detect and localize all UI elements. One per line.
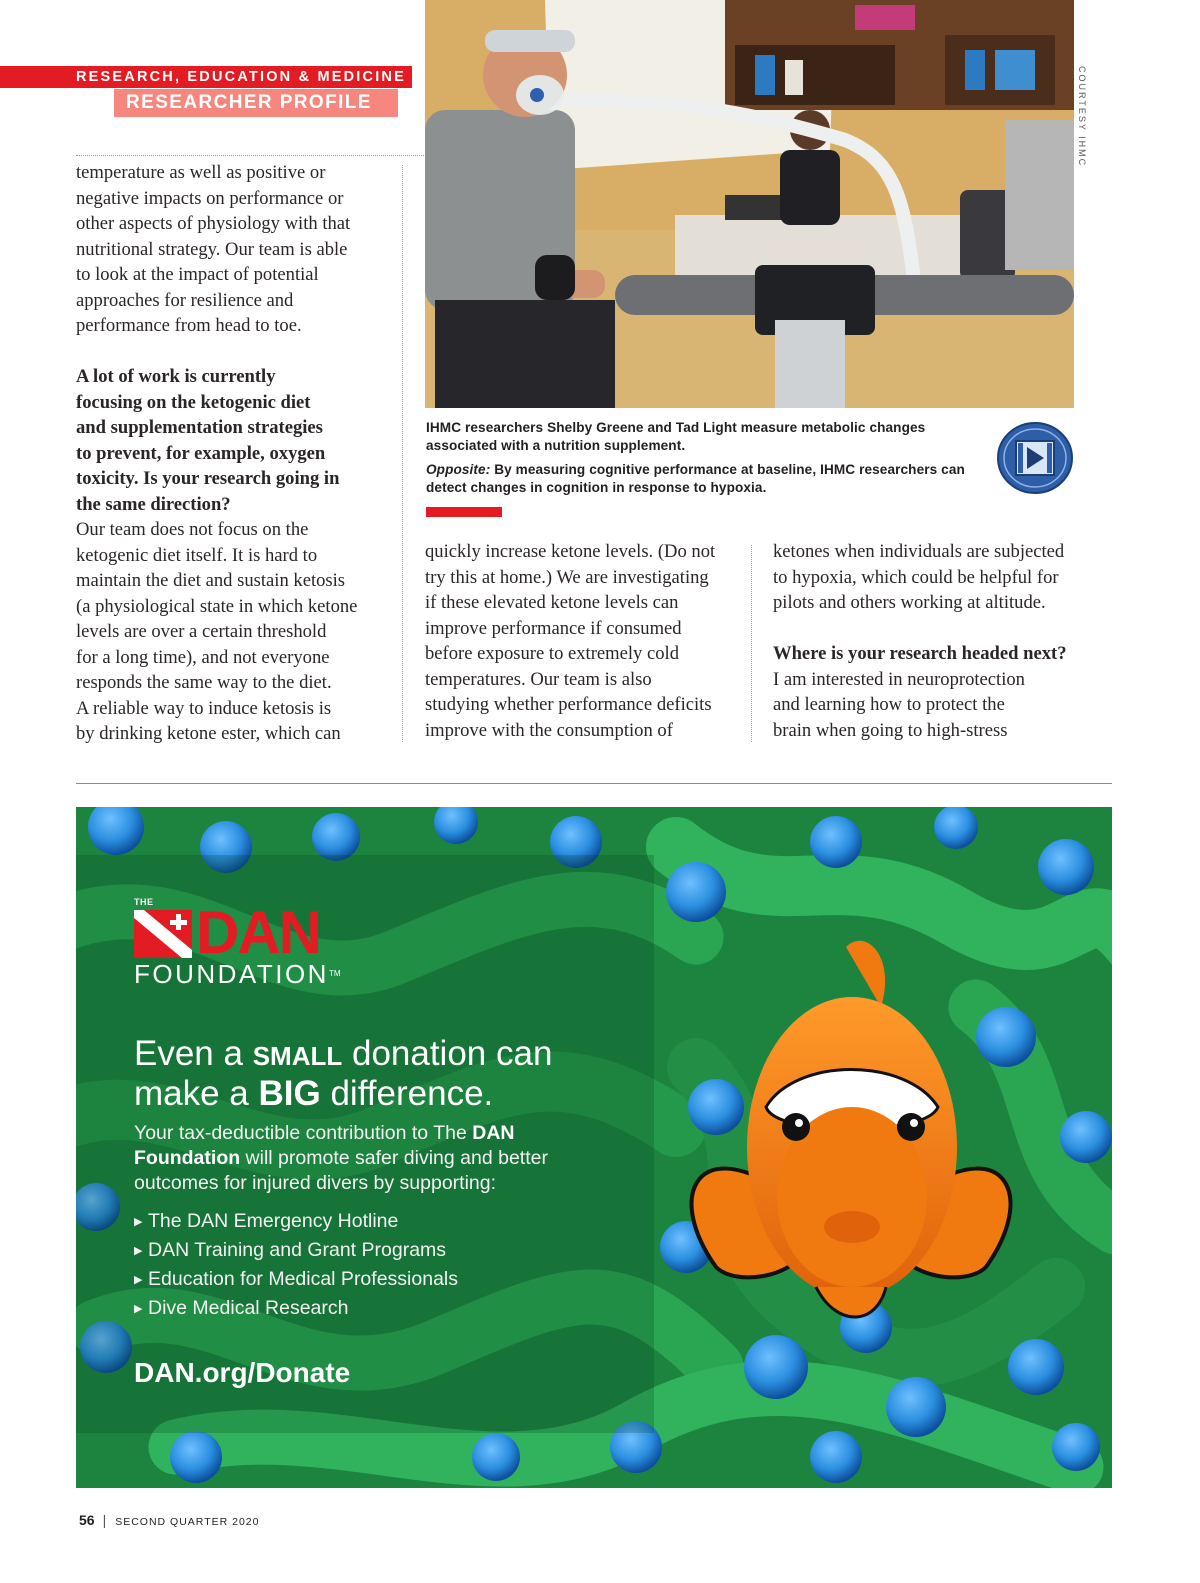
ad-headline [134,1035,552,1113]
text-line: maintain the diet and sustain ketosis [76,570,346,591]
list-item [134,1265,458,1294]
text-line: I am interested in neuroprotection [773,668,1025,690]
text-line: approaches for resilience and [76,289,294,311]
bullet-triangle-icon: ▶ [134,1273,143,1286]
issue-label: SECOND QUARTER 2020 [115,1516,260,1528]
text-line: levels are over a certain threshold [76,621,327,642]
text-line: improve with the consumption of [425,719,673,741]
text-line: for a long time), and not everyone [76,646,330,668]
trademark-mark: TM [328,969,341,978]
logo-the: THE [134,897,154,907]
text-line: A reliable way to induce ketosis is [76,697,332,719]
headline-text: make a [134,1074,259,1113]
opposite-caption [426,461,965,497]
article-column-3 [773,539,1083,743]
text-line: studying whether performance deficits [425,694,712,715]
caption-line: IHMC researchers Shelby Greene and Tad Light measure metabolic changes [426,420,926,435]
bullet-text: Dive Medical Research [148,1297,349,1320]
article-column-1 [76,160,396,747]
question-line: toxicity. Is your research going in [76,468,340,489]
logo-foundation-text: FOUNDATION [134,959,329,989]
intro-emphasis: DAN [472,1122,515,1144]
subsection-label [114,89,398,117]
lab-photo [425,0,1074,408]
page-number: 56 [79,1512,95,1528]
intro-text: outcomes for injured divers by supporting: [134,1172,497,1194]
text-line: temperature as well as positive or [76,162,326,183]
text-line: (a physiological state in which ketone [76,595,358,617]
bullet-text: The DAN Emergency Hotline [148,1210,399,1232]
question-line: and supplementation strategies [76,417,323,438]
column-divider [402,165,403,742]
intro-emphasis: Foundation [134,1147,241,1169]
bullet-triangle-icon: ▶ [134,1302,143,1315]
header-rule [76,155,424,156]
photo-credit: COURTESY IHMC [1077,66,1087,168]
footer-separator: | [102,1512,107,1528]
photo-caption [426,419,925,455]
bullet-text: Education for Medical Professionals [148,1268,458,1291]
text-line: before exposure to extremely cold [425,643,680,664]
bullet-text: DAN Training and Grant Programs [148,1239,447,1262]
text-line: negative impacts on performance or [76,187,344,209]
text-line: other aspects of physiology with that [76,213,351,234]
intro-text: Your tax-deductible contribution to The [134,1122,473,1144]
subsection-label-text: RESEARCHER PROFILE [126,92,372,113]
opposite-label: Opposite: [426,462,491,477]
bullet-triangle-icon: ▶ [134,1244,143,1257]
list-item [134,1294,458,1323]
headline-text: difference. [320,1074,494,1113]
logo-foundation [134,959,341,989]
text-line: ketogenic diet itself. It is hard to [76,544,318,566]
headline-emphasis: BIG [258,1074,321,1113]
list-item [134,1207,458,1236]
question-line: focusing on the ketogenic diet [76,391,311,413]
question-line: to prevent, for example, oxygen [76,442,326,464]
text-line: and learning how to protect the [773,694,1005,715]
headline-emphasis: SMALL [252,1041,343,1071]
text-line: by drinking ketone ester, which can [76,723,341,744]
ad-bullet-list [134,1207,458,1324]
section-label [0,66,412,88]
accent-bar [426,507,502,517]
question-line: Where is your research headed next? [773,643,1067,664]
text-line: pilots and others working at altitude. [773,592,1046,613]
headline-text: Even a [134,1034,253,1073]
article-column-2 [425,539,735,743]
text-line: responds the same way to the diet. [76,672,332,693]
question-line: the same direction? [76,493,231,515]
text-line: if these elevated ketone levels can [425,592,679,613]
donate-link[interactable]: DAN.org/Donate [134,1357,351,1388]
text-line: temperatures. Our team is also [425,668,652,690]
section-label-text: RESEARCH, EDUCATION & MEDICINE [76,69,406,85]
text-line: ketones when individuals are subjected [773,541,1065,562]
text-line: to hypoxia, which could be helpful for [773,566,1059,588]
text-line: Our team does not focus on the [76,519,309,540]
logo-dan: DAN [196,899,320,966]
text-line: to look at the impact of potential [76,264,319,285]
section-divider [76,783,1112,784]
intro-text: will promote safer diving and better [240,1147,548,1169]
list-item [134,1236,458,1265]
bullet-triangle-icon: ▶ [134,1215,143,1228]
text-line: quickly increase ketone levels. (Do not [425,541,716,562]
text-line: improve performance if consumed [425,617,682,639]
play-video-icon[interactable] [996,421,1074,495]
page-footer [79,1512,259,1530]
ad-intro [134,1121,548,1196]
question-line: A lot of work is currently [76,366,276,387]
text-line: nutritional strategy. Our team is able [76,238,348,260]
column-divider [751,545,752,742]
text-line: try this at home.) We are investigating [425,566,709,588]
text-line: performance from head to toe. [76,315,302,336]
dive-flag-icon [134,910,196,958]
text-line: brain when going to high-stress [773,719,1008,741]
caption-line: By measuring cognitive performance at baseline, IHMC researchers can [490,462,965,477]
dan-foundation-ad[interactable] [76,807,1112,1488]
caption-line: associated with a nutrition supplement. [426,438,686,453]
caption-line: detect changes in cognition in response to hypoxia. [426,480,767,495]
headline-text: donation can [342,1034,553,1073]
